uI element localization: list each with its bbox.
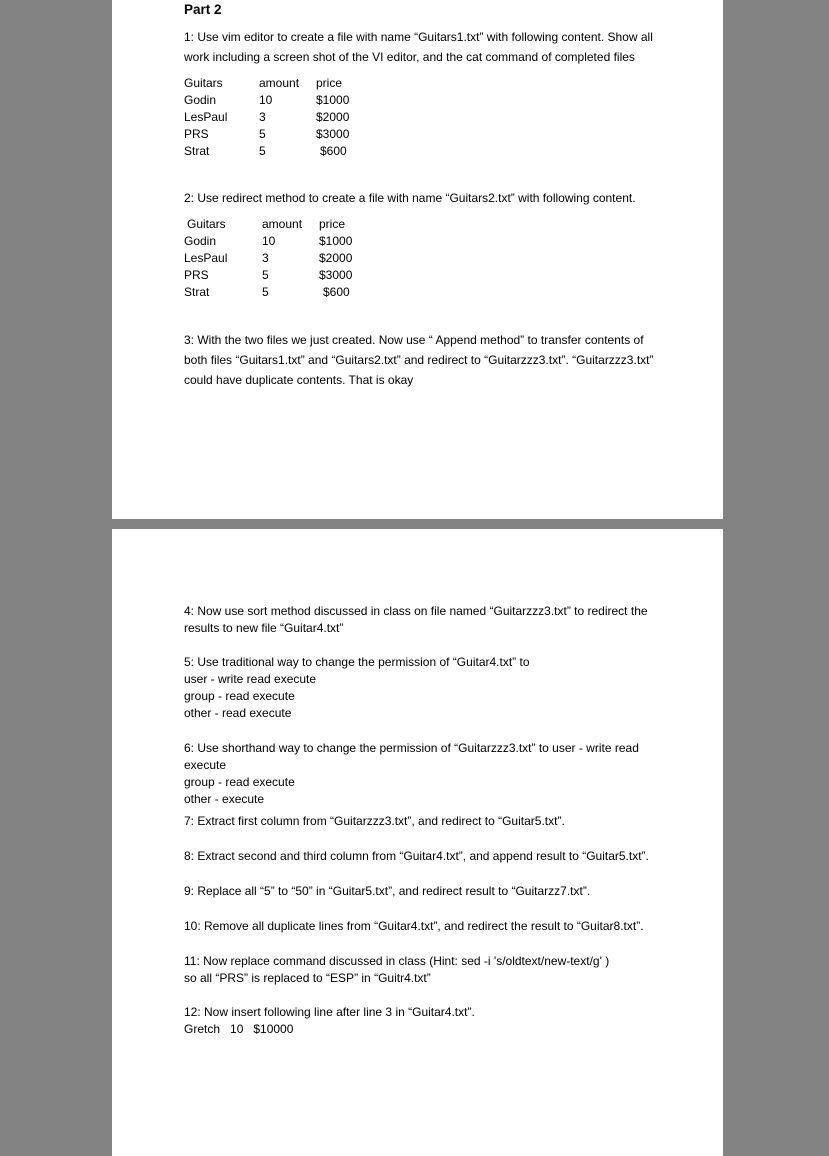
table-cell: LesPaul bbox=[184, 110, 228, 124]
question-6 bbox=[184, 740, 663, 808]
table-cell: $1000 bbox=[319, 234, 353, 248]
table-row bbox=[184, 234, 379, 251]
table-header-row bbox=[184, 76, 376, 93]
table-header: Guitars bbox=[187, 217, 226, 231]
table-cell: $2000 bbox=[319, 251, 353, 265]
table-cell: 5 bbox=[262, 268, 269, 282]
table-cell: 10 bbox=[259, 93, 273, 107]
table-cell: $600 bbox=[323, 285, 350, 299]
table-cell: Godin bbox=[184, 234, 217, 248]
question-1-text: 1: Use vim editor to create a file with name “Guitars1.txt” with following content. Show all work including a screen shot of the VI editor, and the cat command of completed files bbox=[184, 30, 653, 64]
question-10-text: 10: Remove all duplicate lines from “Guitar4.txt”, and redirect the result to “Guitar8.txt”. bbox=[184, 919, 644, 933]
table-header-row bbox=[184, 217, 379, 234]
question-5-line: 5: Use traditional way to change the permission of “Guitar4.txt” to bbox=[184, 655, 530, 669]
table-row bbox=[184, 93, 376, 110]
table-cell: 3 bbox=[262, 251, 269, 265]
question-8-text: 8: Extract second and third column from “Guitar4.txt”, and append result to “Guitar5.txt”. bbox=[184, 849, 649, 863]
question-5 bbox=[184, 654, 663, 722]
question-3-text: 3: With the two files we just created. Now use “ Append method” to transfer contents of both files “Guitars1.txt” and “Guitars2.txt” and redirect to “Guitarzzz3.txt”. “Guitarzzz3.txt” could have duplicate contents. That is okay bbox=[184, 333, 654, 387]
table-header: price bbox=[316, 76, 343, 90]
table-cell: $2000 bbox=[316, 110, 350, 124]
table-cell: Godin bbox=[184, 93, 217, 107]
table-header: amount bbox=[262, 217, 303, 231]
document-page-1 bbox=[112, 0, 723, 519]
question-6-line: 6: Use shorthand way to change the permission of “Guitarzzz3.txt” to user - write read execute bbox=[184, 741, 639, 772]
question-5-line: group - read execute bbox=[184, 689, 295, 703]
question-12-line: 12: Now insert following line after line 3 in “Guitar4.txt”. bbox=[184, 1005, 475, 1019]
table-cell: Strat bbox=[184, 144, 210, 158]
question-4-text: 4: Now use sort method discussed in class on file named “Guitarzzz3.txt” to redirect the results to new file “Guitar4.txt” bbox=[184, 604, 648, 635]
table-cell: 5 bbox=[259, 127, 266, 141]
table-cell: $3000 bbox=[316, 127, 350, 141]
page-2-content bbox=[184, 603, 663, 1038]
table-row bbox=[184, 127, 376, 144]
table-cell: PRS bbox=[184, 268, 209, 282]
question-9-text: 9: Replace all “5” to “50” in “Guitar5.txt”, and redirect result to “Guitarzz7.txt”. bbox=[184, 884, 591, 898]
guitars1-table bbox=[184, 76, 376, 161]
table-cell: $3000 bbox=[319, 268, 353, 282]
table-cell: 5 bbox=[262, 285, 269, 299]
table-row bbox=[184, 268, 379, 285]
table-cell: 5 bbox=[259, 144, 266, 158]
table-cell: 3 bbox=[259, 110, 266, 124]
question-5-line: other - read execute bbox=[184, 706, 292, 720]
guitars2-table bbox=[184, 217, 379, 302]
question-6-line: group - read execute bbox=[184, 775, 295, 789]
question-6-line: other - execute bbox=[184, 792, 265, 806]
question-12 bbox=[184, 1004, 663, 1038]
question-5-line: user - write read execute bbox=[184, 672, 317, 686]
part-title: Part 2 bbox=[184, 2, 222, 17]
question-7-text: 7: Extract first column from “Guitarzzz3.txt”, and redirect to “Guitar5.txt”. bbox=[184, 814, 565, 828]
question-11-line: so all “PRS” is replaced to “ESP” in “Guitr4.txt” bbox=[184, 971, 431, 985]
table-cell: LesPaul bbox=[184, 251, 228, 265]
question-12-line: Gretch 10 $10000 bbox=[184, 1022, 294, 1036]
question-11-line: 11: Now replace command discussed in class (Hint: sed -i 's/oldtext/new-text/g' ) bbox=[184, 954, 610, 968]
table-row bbox=[184, 285, 379, 302]
document-page-2 bbox=[112, 529, 723, 1156]
question-11 bbox=[184, 953, 663, 987]
table-cell: $600 bbox=[320, 144, 347, 158]
table-header: Guitars bbox=[184, 76, 223, 90]
table-header: amount bbox=[259, 76, 300, 90]
table-row bbox=[184, 110, 376, 127]
table-cell: PRS bbox=[184, 127, 209, 141]
table-row bbox=[184, 251, 379, 268]
table-header: price bbox=[319, 217, 346, 231]
table-row bbox=[184, 144, 376, 161]
page-1-content bbox=[184, 2, 663, 390]
table-cell: $1000 bbox=[316, 93, 350, 107]
question-2-text: 2: Use redirect method to create a file with name “Guitars2.txt” with following content. bbox=[184, 191, 636, 205]
table-cell: 10 bbox=[262, 234, 276, 248]
table-cell: Strat bbox=[184, 285, 210, 299]
